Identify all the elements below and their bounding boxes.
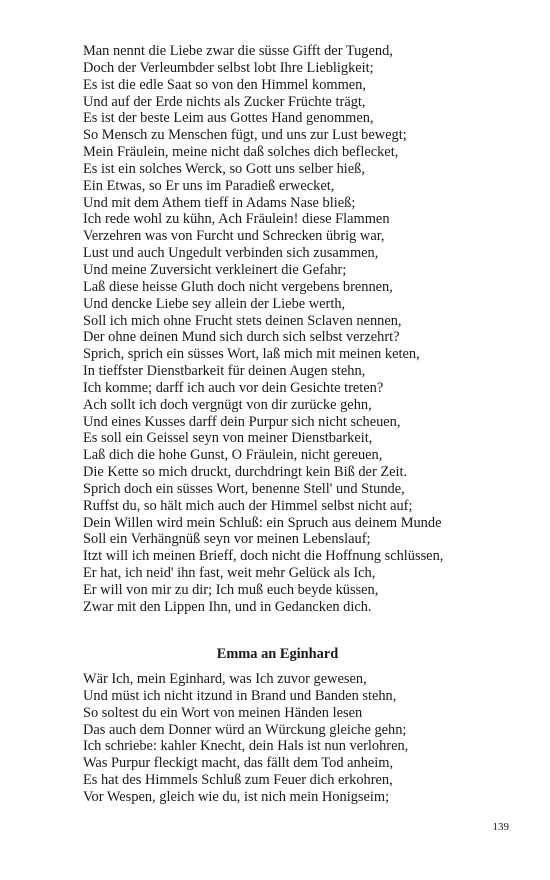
verse-line: Was Purpur fleckigt macht, das fällt dem Tod anheim, bbox=[83, 755, 394, 772]
page-number: 139 bbox=[492, 821, 509, 833]
verse-line: Wär Ich, mein Eginhard, was Ich zuvor gewesen, bbox=[83, 671, 367, 687]
verse-line: Doch der Verleumbder selbst lobt Ihre Liebligkeit; bbox=[83, 59, 374, 76]
verse-line: Und müst ich nicht itzund in Brand und Banden stehn, bbox=[83, 687, 397, 704]
verse-line: Er hat, ich neid' ihn fast, weit mehr Gelück als Ich, bbox=[83, 565, 376, 582]
verse-line: In tieffster Dienstbarkeit für deinen Augen stehn, bbox=[83, 363, 366, 380]
verse-line: Das auch dem Donner würd an Würckung gleiche gehn; bbox=[83, 721, 407, 738]
verse-line: Soll ein Verhängnüß seyn vor meinen Lebenslauf; bbox=[83, 531, 371, 548]
verse-line: Der ohne deinen Mund sich durch sich selbst verzehrt? bbox=[83, 329, 400, 346]
verse-line: Lust und auch Ungedult verbinden sich zusammen, bbox=[83, 245, 379, 262]
poem-title: Emma an Eginhard bbox=[216, 646, 339, 662]
verse-line: Ach sollt ich doch vergnügt von dir zurücke gehn, bbox=[83, 396, 372, 413]
verse-line: Und meine Zuversicht verkleinert die Gefahr; bbox=[83, 261, 347, 278]
verse-line: Es soll ein Geissel seyn von meiner Dienstbarkeit, bbox=[83, 430, 373, 447]
poem-stanza bbox=[83, 43, 503, 616]
verse-line: Ich komme; darff ich auch vor dein Gesichte treten? bbox=[83, 379, 384, 396]
verse-line: Sprich, sprich ein süsses Wort, laß mich mit meinen keten, bbox=[83, 346, 420, 363]
verse-line: Es ist ein solches Werck, so Gott uns selber hieß, bbox=[83, 160, 365, 177]
verse-line: So soltest du ein Wort von meinen Händen lesen bbox=[83, 704, 363, 721]
verse-line: Mein Fräulein, meine nicht daß solches dich beflecket, bbox=[83, 144, 399, 161]
verse-line: Und dencke Liebe sey allein der Liebe werth, bbox=[83, 295, 346, 312]
verse-line: Die Kette so mich druckt, durchdringt kein Biß der Zeit. bbox=[83, 464, 408, 481]
verse-line: Vor Wespen, gleich wie du, ist nich mein Honigseim; bbox=[83, 788, 390, 805]
verse-line: Itzt will ich meinen Brieff, doch nicht die Hoffnung schlüssen, bbox=[83, 548, 444, 565]
verse-line: Und eines Kusses darff dein Purpur sich nicht scheuen, bbox=[83, 413, 401, 430]
verse-line: Ein Etwas, so Er uns im Paradieß erwecket, bbox=[83, 177, 335, 194]
verse-line: Verzehren was von Furcht und Schrecken übrig war, bbox=[83, 228, 385, 245]
verse-line: So Mensch zu Menschen fügt, und uns zur Lust bewegt; bbox=[83, 127, 407, 144]
verse-line: Laß dich die hohe Gunst, O Fräulein, nicht gereuen, bbox=[83, 447, 383, 464]
verse-line: Sprich doch ein süsses Wort, benenne Stell' und Stunde, bbox=[83, 480, 405, 497]
verse-line: Es ist der beste Leim aus Gottes Hand genommen, bbox=[83, 110, 374, 127]
verse-line: Es ist die edle Saat so von den Himmel kommen, bbox=[83, 76, 366, 93]
poem-stanza bbox=[83, 671, 503, 806]
verse-line: Dein Willen wird mein Schluß: ein Spruch aus deinem Munde bbox=[83, 514, 442, 531]
verse-line: Ich rede wohl zu kühn, Ach Fräulein! diese Flammen bbox=[83, 211, 390, 228]
verse-line: Zwar mit den Lippen Ihn, und in Gedancken dich. bbox=[83, 598, 372, 615]
verse-line: Und mit dem Athem tieff in Adams Nase bließ; bbox=[83, 194, 356, 211]
verse-line: Laß diese heisse Gluth doch nicht vergebens brennen, bbox=[83, 278, 393, 295]
verse-line: Soll ich mich ohne Frucht stets deinen Sclaven nennen, bbox=[83, 312, 402, 329]
verse-line: Ich schriebe: kahler Knecht, dein Hals ist nun verlohren, bbox=[83, 738, 409, 755]
verse-line: Ruffst du, so hält mich auch der Himmel selbst nicht auf; bbox=[83, 497, 413, 514]
verse-line: Man nennt die Liebe zwar die süsse Gifft der Tugend, bbox=[83, 43, 393, 59]
verse-line: Es hat des Himmels Schluß zum Feuer dich erkohren, bbox=[83, 772, 393, 789]
verse-line: Und auf der Erde nichts als Zucker Früchte trägt, bbox=[83, 93, 366, 110]
verse-line: Er will von mir zu dir; Ich muß euch beyde küssen, bbox=[83, 582, 379, 598]
